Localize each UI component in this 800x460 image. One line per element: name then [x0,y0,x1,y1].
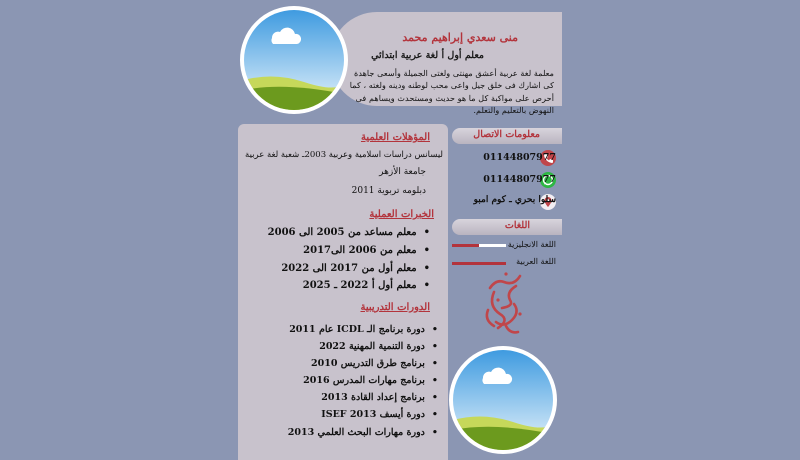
person-name: منى سعدي إبراهيم محمد [402,31,518,44]
calligraphy-art [476,270,532,342]
language-bar-arabic [452,262,506,265]
course-item: • دورة أيسف 2013 ISEF [321,409,438,420]
job-title: معلم أول أ لغة عربية ابتدائي [371,50,484,61]
language-bar-english [452,244,506,247]
header-card [330,12,562,115]
address: سلوا بحري ـ كوم امبو [473,195,556,205]
photo-placeholder-bottom [449,346,557,454]
languages-title: اللغات [504,220,530,231]
language-level-english [452,244,479,247]
course-item: • دورة مهارات البحث العلمي 2013 [288,427,438,438]
course-item: • برنامج طرق التدريس 2010 [311,358,438,369]
experience-title: الخبرات العملية [369,209,434,220]
qualification-item: دبلومه تربوية 2011 [351,186,426,196]
contact-title: معلومات الاتصال [473,129,540,140]
calligraphy-logo [476,270,532,346]
about-text: معلمة لغة عربية أعشق مهنتى ولغتى الجميلة وأسعى جاهدة كى اشارك فى خلق جيل واعى محب لوطنه ودينه ولغته ، كما أحرص على مواكبة كل ما هو حديث ومستحدث ويساهم فى النهوض بالتعليم والتعلم. [349,68,554,115]
qualifications-title: المؤهلات العلمية [360,132,430,143]
language-name: اللغة الانجليزية [507,240,556,249]
experience-item: • معلم من 2006 الى2017 [303,245,430,256]
contact-tab [452,128,562,144]
language-name: اللغة العربية [516,257,556,266]
experience-item: • معلم مساعد من 2005 الى 2006 [268,227,430,238]
languages-tab [452,219,562,235]
qualification-item: ليسانس دراسات اسلامية وعربية 2003ـ شعبة لغة عربية [245,150,443,160]
profile-photo-placeholder [240,6,348,114]
qualification-item: جامعة الأزهر [379,167,426,177]
language-level-arabic [452,262,506,265]
course-item: • برنامج مهارات المدرس 2016 [303,375,438,386]
experience-item: • معلم أول من 2017 الى 2022 [281,263,430,274]
course-item: • دورة برنامج الـ ICDL عام 2011 [289,324,438,335]
courses-title: الدورات التدريبية [360,302,430,313]
course-item: • برنامج إعداد القادة 2013 [321,392,438,403]
experience-item: • معلم أول أ 2022 ـ 2025 [303,280,430,291]
course-item: • دورة التنمية المهنية 2022 [319,341,438,352]
whatsapp-number: 01144807977 [483,174,556,185]
phone-number: 01144807977 [483,152,556,163]
